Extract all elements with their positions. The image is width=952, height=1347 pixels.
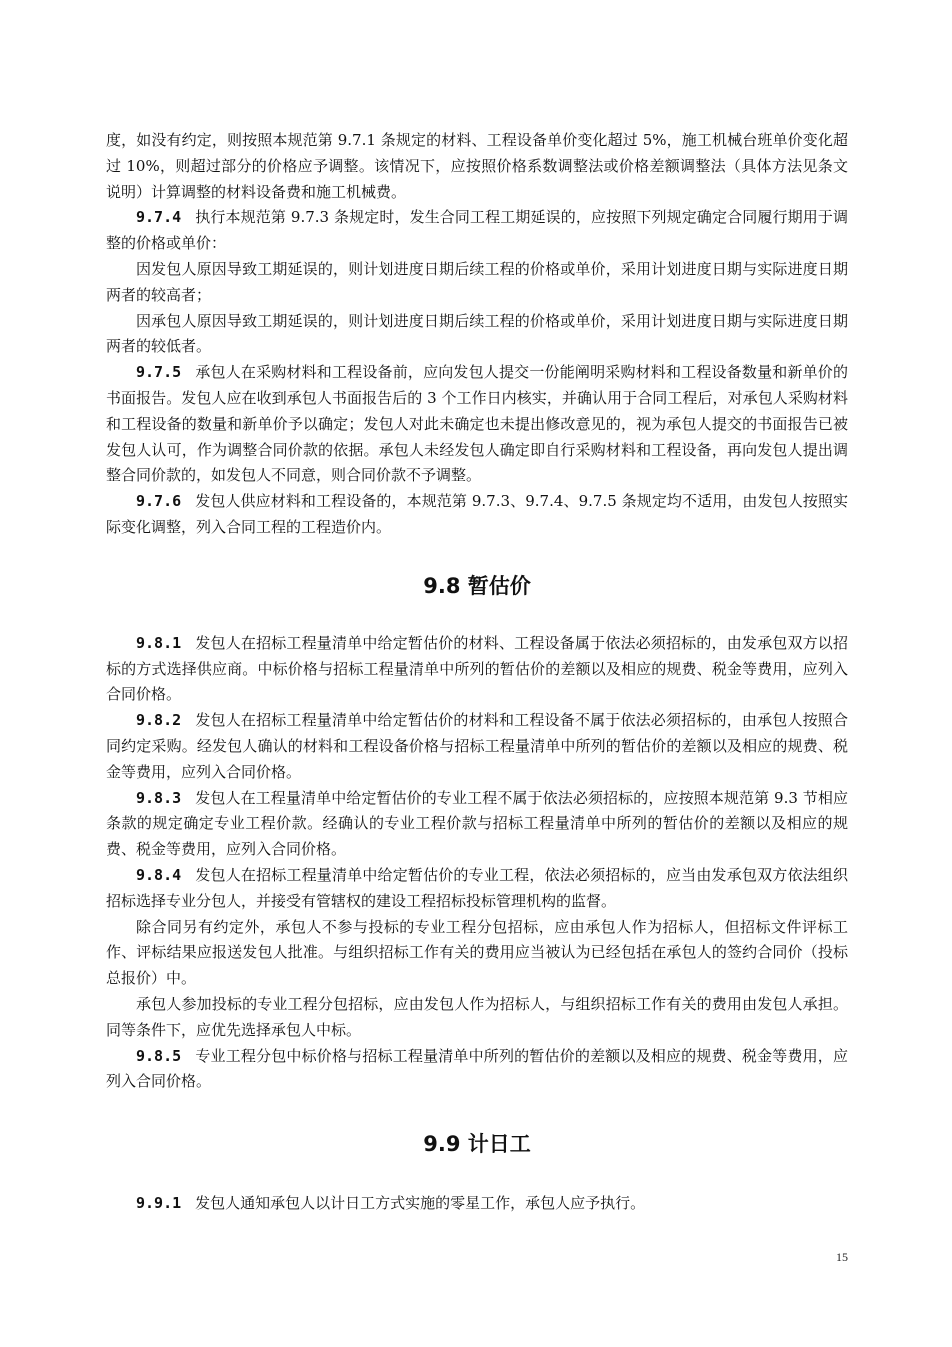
clause-number: 9.7.5 [136,363,182,382]
clause-9-9-1 [106,1191,848,1217]
clause-text: 专业工程分包中标价格与招标工程量清单中所列的暂估价的差额以及相应的规费、税金等费用，应列入合同价格。 [106,1046,848,1091]
clause-number: 9.8.1 [136,633,182,652]
clause-number: 9.8.2 [136,711,182,730]
clause-text: 发包人在招标工程量清单中给定暂估价的材料和工程设备不属于依法必须招标的，由承包人按照合同约定采购。经发包人确认的材料和工程设备价格与招标工程量清单中所列的暂估价的差额以及相应的规费、税金等费用，应列入合同价格。 [106,711,848,781]
clause-text: 发包人在工程量清单中给定暂估价的专业工程不属于依法必须招标的，应按照本规范第 9.3 节相应条款的规定确定专业工程价款。经确认的专业工程价款与招标工程量清单中所列的暂估价的差额以及相应的规费、税金等费用，应列入合同价格。 [106,788,848,859]
document-body [106,128,848,1217]
clause-text: 承包人在采购材料和工程设备前，应向发包人提交一份能阐明采购材料和工程设备数量和新单价的书面报告。发包人应在收到承包人书面报告后的 3 个工作日内核实，并确认用于合同工程后，对承包人采购材料和工程设备的数量和新单价予以确定；发包人对此未确定也未提出修改意见的，视为承包人提交的书面报告已被发包人认可，作为调整合同价款的依据。承包人未经发包人确定即自行采购材料和工程设备，再向发包人提出调整合同价款的，如发包人不同意，则合同价款不予调整。 [106,363,848,485]
clause-9-8-1 [106,631,848,708]
clause-text: 执行本规范第 9.7.3 条规定时，发生合同工程工期延误的，应按照下列规定确定合同履行期用于调整的价格或单价： [106,208,848,253]
clause-9-7-6 [106,489,848,541]
clause-number: 9.9.1 [136,1194,182,1213]
section-heading-9-8: 9.8 暂估价 [423,573,531,598]
clause-text: 发包人供应材料和工程设备的，本规范第 9.7.3、9.7.4、9.7.5 条规定均不适用，由发包人按照实际变化调整，列入合同工程的工程造价内。 [106,492,848,536]
paragraph-delay-employer: 因发包人原因导致工期延误的，则计划进度日期后续工程的价格或单价，采用计划进度日期与实际进度日期两者的较高者； [106,259,848,304]
clause-text: 发包人在招标工程量清单中给定暂估价的专业工程，依法必须招标的，应当由发承包双方依法组织招标选择专业分包人，并接受有管辖权的建设工程招标投标管理机构的监督。 [106,865,848,910]
paragraph-subcontract-tender-a: 除合同另有约定外，承包人不参与投标的专业工程分包招标，应由承包人作为招标人，但招标文件评标工作、评标结果应报送发包人批准。与组织招标工作有关的费用应当被认为已经包括在承包人的签约合同价（投标总报价）中。 [106,917,848,988]
clause-9-7-4 [106,205,848,257]
clause-9-8-2 [106,708,848,785]
clause-number: 9.8.4 [136,865,182,884]
clause-9-8-4 [106,863,848,915]
clause-number: 9.7.4 [136,208,182,227]
clause-9-7-5 [106,360,848,489]
clause-text: 发包人通知承包人以计日工方式实施的零星工作，承包人应予执行。 [195,1194,646,1213]
clause-number: 9.8.5 [136,1046,182,1065]
section-heading-9-9: 9.9 计日工 [423,1132,531,1157]
clause-9-8-5 [106,1044,848,1096]
clause-number: 9.7.6 [136,492,182,511]
paragraph-delay-contractor: 因承包人原因导致工期延误的，则计划进度日期后续工程的价格或单价，采用计划进度日期与实际进度日期两者的较低者。 [106,311,848,356]
clause-number: 9.8.3 [136,788,182,807]
paragraph-subcontract-tender-b: 承包人参加投标的专业工程分包招标，应由发包人作为招标人，与组织招标工作有关的费用由发包人承担。同等条件下，应优先选择承包人中标。 [106,994,848,1039]
clause-text: 发包人在招标工程量清单中给定暂估价的材料、工程设备属于依法必须招标的，由发承包双方以招标的方式选择供应商。中标价格与招标工程量清单中所列的暂估价的差额以及相应的规费、税金等费用，应列入合同价格。 [106,633,848,704]
paragraph-continuation: 度，如没有约定，则按照本规范第 9.7.1 条规定的材料、工程设备单价变化超过 5%，施工机械台班单价变化超过 10%，则超过部分的价格应予调整。该情况下，应按照价格系数调整法或价格差额调整法（具体方法见条文说明）计算调整的材料设备费和施工机械费。 [106,131,848,201]
clause-9-8-3 [106,786,848,863]
page-number: 15 [836,1250,848,1264]
